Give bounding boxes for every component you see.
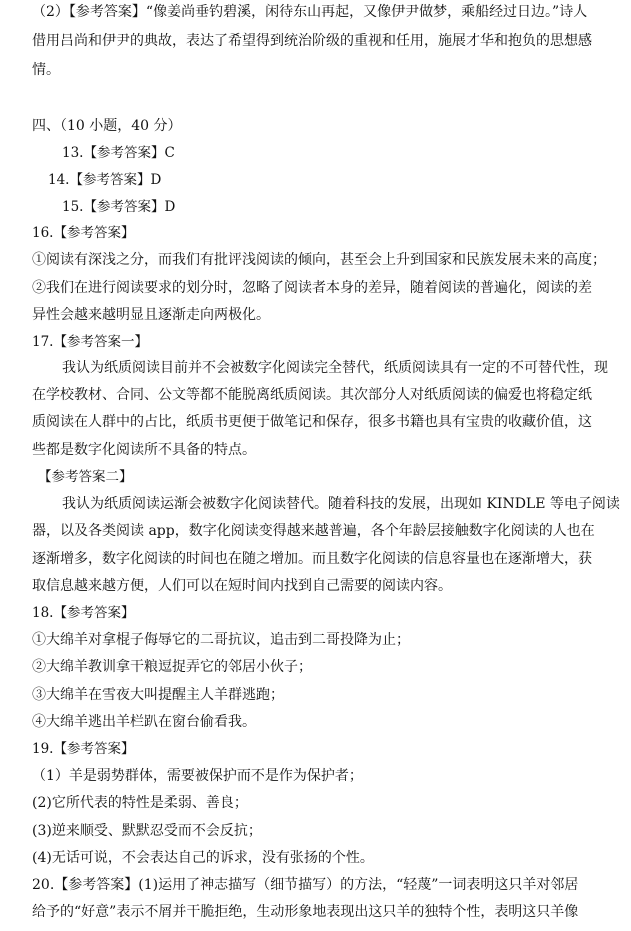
q17-ans2-line4: 取信息越来越方便，人们可以在短时间内找到自己需要的阅读内容。 — [32, 578, 452, 594]
q20-line2: 给予的“好意”表示不屑并干脆拒绝，生动形象地表现出这只羊的独特个性，表明这只羊像 — [32, 904, 579, 920]
q17-heading2: 【参考答案二】 — [38, 469, 133, 485]
answer-section2-line3: 情。 — [32, 62, 60, 78]
q19-item2: (2)它所代表的特性是柔弱、善良； — [32, 795, 248, 811]
q19-item4: (4)无话可说，不会表达自己的诉求，没有张扬的个性。 — [32, 850, 374, 866]
q18-item1: ①大绵羊对拿棍子侮辱它的二哥抗议，追击到二哥投降为止； — [32, 632, 410, 648]
q18-item4: ④大绵羊逃出羊栏趴在窗台偷看我。 — [32, 714, 256, 730]
q17-ans2-line3: 逐渐增多，数字化阅读的时间也在随之增加。而且数字化阅读的信息容量也在逐渐增大，获 — [32, 551, 592, 567]
q17-ans1-line3: 质阅读在人群中的占比，纸质书更便于做笔记和保存，很多书籍也具有宝贵的收藏价值，这 — [32, 414, 592, 430]
q17-ans1-line4: 些都是数字化阅读所不具备的特点。 — [32, 442, 256, 458]
q16-heading: 16.【参考答案】 — [32, 225, 135, 241]
q17-ans2-line1: 我认为纸质阅读运渐会被数字化阅读替代。随着科技的发展，出现如 KINDLE 等电子阅读 — [62, 496, 620, 512]
q18-item3: ③大绵羊在雪夜大叫提醒主人羊群逃跑； — [32, 687, 284, 703]
section4-title: 四、（10 小题，40 分） — [32, 118, 182, 134]
q16-item2-line1: ②我们在进行阅读要求的划分时，忽略了阅读者本身的差异，随着阅读的普遍化，阅读的差 — [32, 280, 592, 296]
q17-ans1-line2: 在学校教材、合同、公文等都不能脱离纸质阅读。其次部分人对纸质阅读的偏爱也将稳定纸 — [32, 387, 592, 403]
q14-answer: 14.【参考答案】D — [48, 172, 162, 188]
q19-item1: （1）羊是弱势群体，需要被保护而不是作为保护者； — [32, 768, 363, 784]
q18-heading: 18.【参考答案】 — [32, 605, 135, 621]
q16-item2-line2: 异性会越来越明显且逐渐走向两极化。 — [32, 307, 270, 323]
q17-ans2-line2: 器，以及各类阅读 app，数字化阅读变得越来越普遍，各个年龄层接触数字化阅读的人也在 — [32, 523, 595, 539]
q16-item1: ①阅读有深浅之分，而我们有批评浅阅读的倾向，甚至会上升到国家和民族发展未来的高度； — [32, 252, 606, 268]
q13-answer: 13.【参考答案】C — [62, 145, 175, 161]
q19-heading: 19.【参考答案】 — [32, 741, 135, 757]
q15-answer: 15.【参考答案】D — [62, 199, 176, 215]
answer-section2-line2: 借用吕尚和伊尹的典故，表达了希望得到统治阶级的重视和任用，施展才华和抱负的思想感 — [32, 33, 592, 49]
q17-ans1-line1: 我认为纸质阅读目前并不会被数字化阅读完全替代，纸质阅读具有一定的不可替代性，现 — [62, 360, 608, 376]
q19-item3: (3)逆来顺受、默默忍受而不会反抗； — [32, 823, 262, 839]
q18-item2: ②大绵羊教训拿干粮逗捉弄它的邻居小伙子； — [32, 659, 312, 675]
q20-line1: 20.【参考答案】(1)运用了神志描写（细节描写）的方法，“轻蔑”一词表明这只羊对邻居 — [32, 877, 579, 893]
q17-heading: 17.【参考答案一】 — [32, 334, 148, 350]
answer-section2-line1: （2）【参考答案】“像姜尚垂钓碧溪，闲待东山再起，又像伊尹做梦，乘船经过日边。”诗人 — [32, 4, 588, 20]
